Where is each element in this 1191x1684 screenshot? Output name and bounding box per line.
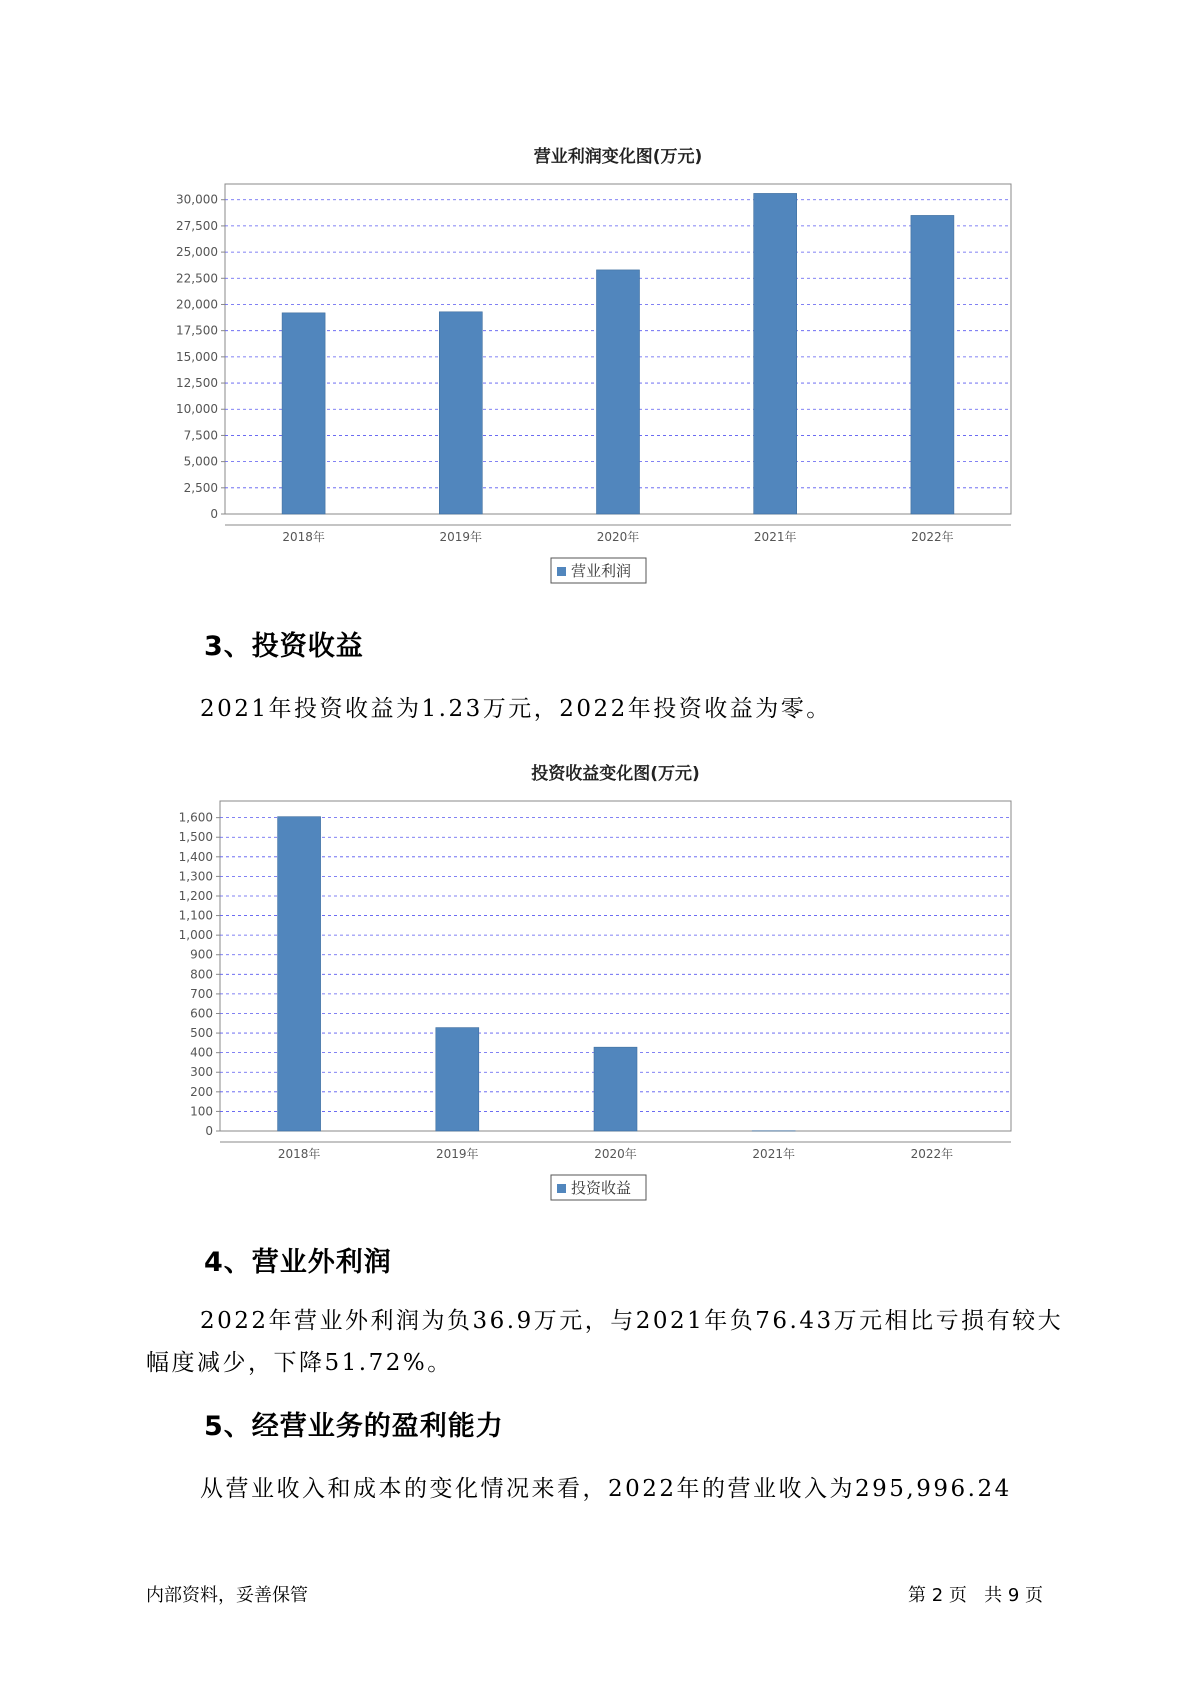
section-4-heading: 4、营业外利润 xyxy=(204,1247,392,1278)
inv-income-bar xyxy=(594,1047,637,1131)
inv-income-ytick-label: 300 xyxy=(190,1065,213,1080)
inv-income-ytick-label: 600 xyxy=(190,1006,213,1021)
op-profit-ytick-label: 30,000 xyxy=(176,192,218,207)
section-5-heading: 5、经营业务的盈利能力 xyxy=(204,1411,504,1442)
inv-income-xtick-label: 2020年 xyxy=(594,1147,637,1161)
op-profit-title: 营业利润变化图(万元) xyxy=(533,147,703,167)
op-profit-ytick-label: 17,500 xyxy=(176,323,218,338)
inv-income-ytick-label: 500 xyxy=(190,1026,213,1041)
op-profit-xtick-label: 2019年 xyxy=(439,530,483,544)
inv-income-ytick-label: 400 xyxy=(190,1045,213,1060)
inv-income-legend xyxy=(551,1175,646,1200)
op-profit-legend-label: 营业利润 xyxy=(571,562,632,580)
inv-income-ytick-label: 800 xyxy=(190,967,213,982)
inv-income-xtick-label: 2019年 xyxy=(436,1147,479,1161)
inv-income-ytick-label: 700 xyxy=(190,986,213,1001)
op-profit-xtick-label: 2018年 xyxy=(282,530,325,544)
inv-income-legend-swatch xyxy=(557,1184,566,1193)
inv-income-ytick-label: 900 xyxy=(190,947,213,962)
inv-income-legend-label: 投资收益 xyxy=(571,1179,632,1197)
op-profit-xtick-label: 2020年 xyxy=(596,530,640,544)
inv-income-ytick-label: 1,400 xyxy=(178,849,213,864)
section-4-text: 2022年营业外利润为负36.9万元，与2021年负76.43万元相比亏损有较大幅度减少，下降51.72%。 xyxy=(146,1308,1064,1376)
op-profit-ytick-label: 15,000 xyxy=(176,349,218,364)
op-profit-ytick-label: 10,000 xyxy=(176,402,218,417)
inv-income-xtick-label: 2021年 xyxy=(752,1147,795,1161)
inv-income-ytick-label: 1,200 xyxy=(178,888,213,903)
op-profit-ytick-label: 12,500 xyxy=(176,376,218,391)
inv-income-ytick-label: 1,300 xyxy=(178,869,213,884)
op-profit-ytick-label: 27,500 xyxy=(176,218,218,233)
op-profit-ytick-label: 0 xyxy=(210,507,218,521)
inv-income-ytick-label: 0 xyxy=(205,1124,213,1138)
inv-income-ytick-label: 1,000 xyxy=(178,928,213,943)
op-profit-xtick-label: 2022年 xyxy=(911,530,954,544)
op-profit-ytick-label: 25,000 xyxy=(176,245,218,260)
inv-income-ytick-label: 1,500 xyxy=(178,830,213,845)
op-profit-ytick-label: 5,000 xyxy=(183,454,218,469)
inv-income-title: 投资收益变化图(万元) xyxy=(531,764,700,784)
inv-income-xtick-label: 2022年 xyxy=(910,1147,954,1161)
inv-income-ytick-label: 1,100 xyxy=(178,908,213,923)
inv-income-ytick-label: 1,600 xyxy=(178,810,213,825)
inv-income-xtick-label: 2018年 xyxy=(277,1147,321,1161)
op-profit-ytick-label: 2,500 xyxy=(183,480,218,495)
op-profit-ytick-label: 7,500 xyxy=(183,428,218,443)
section-3-heading: 3、投资收益 xyxy=(204,631,364,662)
inv-income-ytick-label: 200 xyxy=(190,1084,213,1099)
inv-income-bar xyxy=(436,1028,479,1131)
footer-confidential: 内部资料，妥善保管 xyxy=(146,1585,308,1606)
op-profit-ytick-label: 22,500 xyxy=(176,271,218,286)
op-profit-xtick-label: 2021年 xyxy=(753,530,797,544)
inv-income-ytick-label: 100 xyxy=(190,1104,213,1119)
section-3-text: 2021年投资收益为1.23万元，2022年投资收益为零。 xyxy=(200,696,832,722)
op-profit-ytick-label: 20,000 xyxy=(176,297,218,312)
inv-income-bar xyxy=(278,817,321,1131)
section-5-text: 从营业收入和成本的变化情况来看，2022年的营业收入为295,996.24 xyxy=(200,1476,1012,1502)
footer-page-number: 第 2 页 共 9 页 xyxy=(908,1585,1043,1606)
